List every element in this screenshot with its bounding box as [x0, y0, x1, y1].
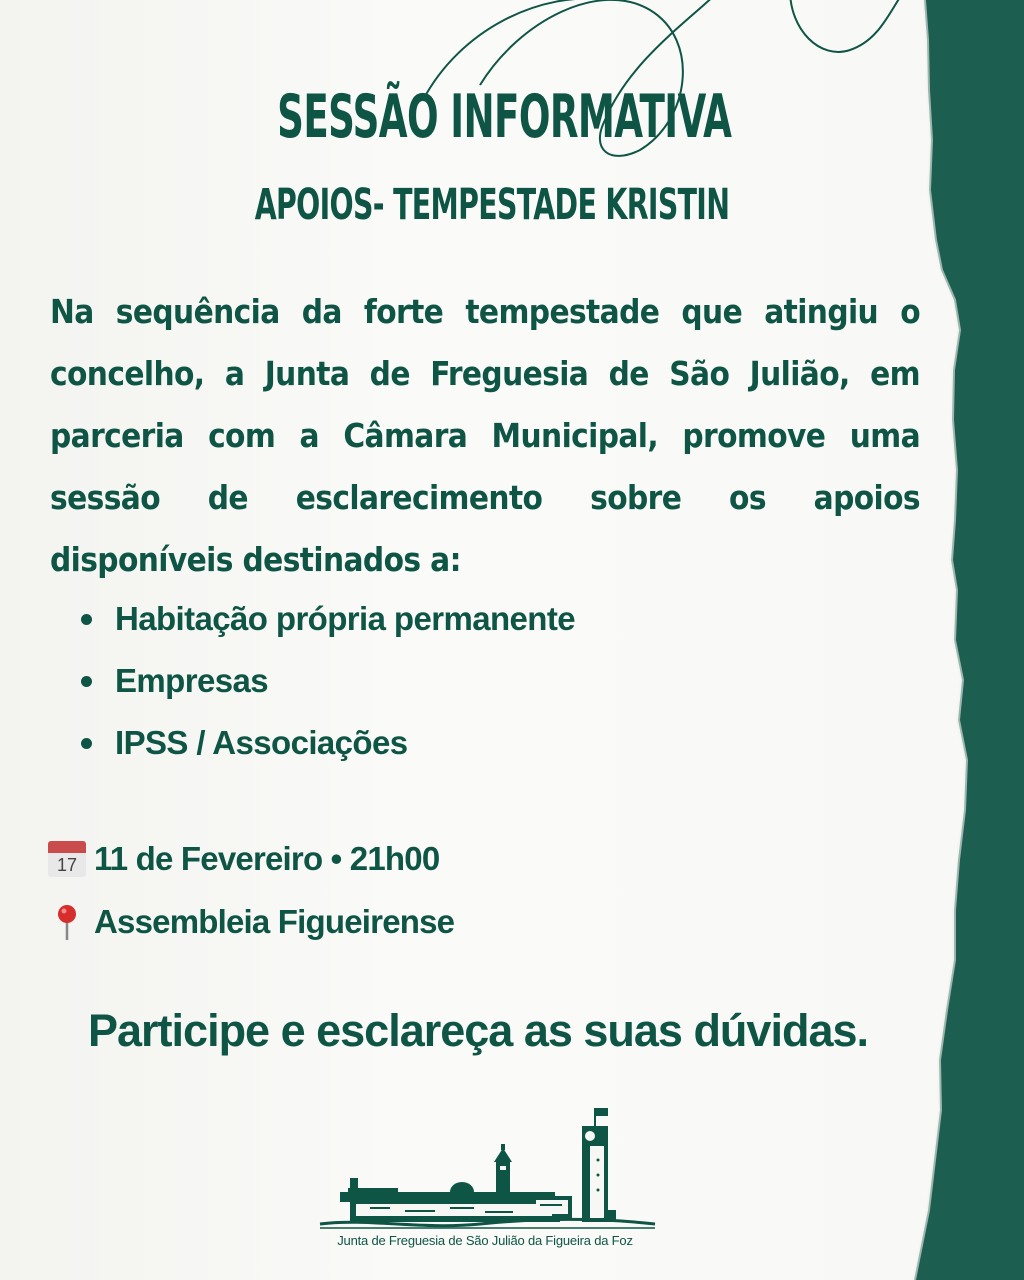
list-item-label: Habitação própria permanente [115, 600, 575, 637]
event-location-row [48, 902, 454, 942]
calendar-icon: 17 [48, 841, 86, 877]
call-to-action: Participe e esclareça as suas dúvidas. [88, 1005, 868, 1056]
bullet-icon [81, 738, 92, 749]
intro-paragraph: Na sequência da forte tempestade que atingiu o concelho, a Junta de Freguesia de São Julião, em parceria com a Câmara Municipal, promove uma sessão de esclarecimento sobre os apoios disponíveis destinados a: [50, 292, 920, 579]
list-item-label: Empresas [115, 662, 268, 699]
list-item [78, 650, 575, 712]
logo-caption: Junta de Freguesia de São Julião da Figueira da Foz [337, 1233, 633, 1248]
round-pushpin-icon [48, 902, 86, 942]
torn-green-edge [884, 0, 1024, 1280]
poster-subtitle: APOIOS- TEMPESTADE KRISTIN [254, 180, 730, 230]
support-list [78, 588, 575, 774]
event-location: Assembleia Figueirense [94, 903, 455, 940]
list-item-label: IPSS / Associações [115, 724, 408, 761]
list-item [78, 712, 575, 774]
bullet-icon [81, 676, 92, 687]
poster-title: SESSÃO INFORMATIVA [277, 82, 732, 152]
event-date-row [48, 840, 439, 878]
event-date-time: 11 de Fevereiro • 21h00 [94, 840, 440, 877]
bullet-icon [81, 614, 92, 625]
list-item [78, 588, 575, 650]
